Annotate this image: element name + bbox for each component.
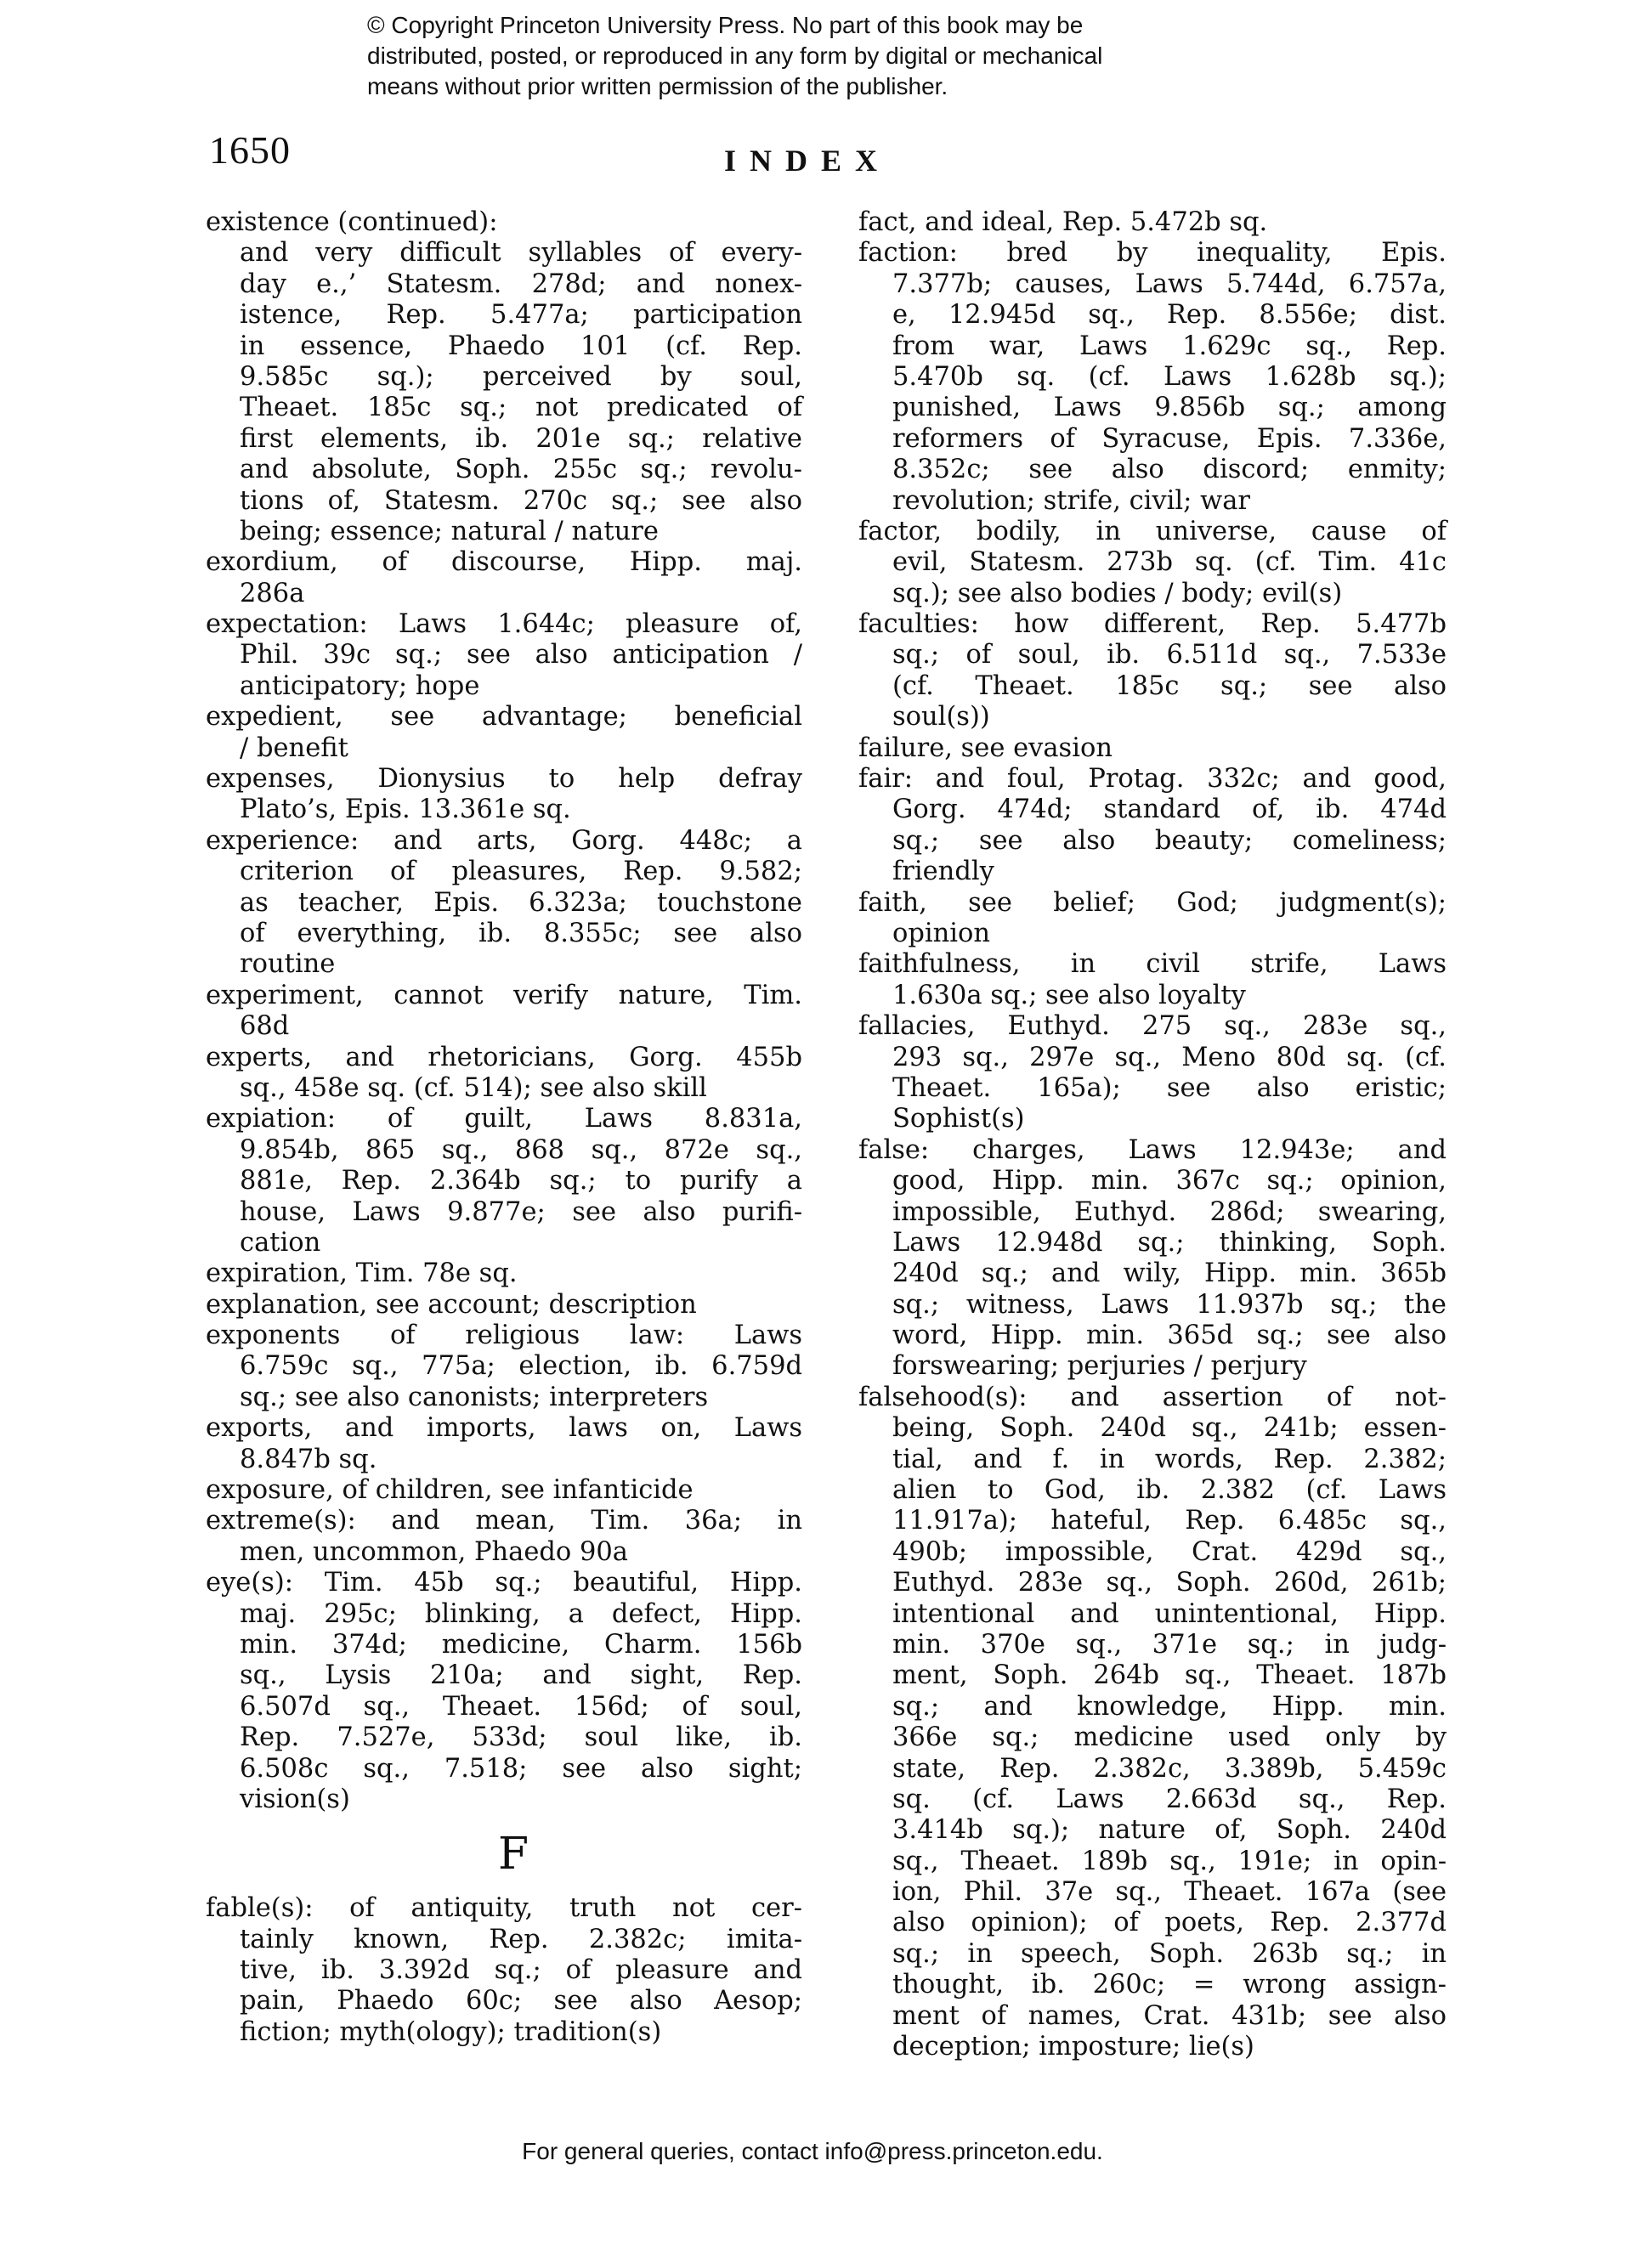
index-entry-line: 6.508c sq., 7.518; see also sight;: [240, 1753, 802, 1784]
index-entry-line: from war, Laws 1.629c sq., Rep.: [892, 331, 1447, 361]
index-entry-head: exordium, of discourse, Hipp. maj.: [206, 547, 802, 578]
index-entry-line: ion, Phil. 37e sq., Theaet. 167a (see: [892, 1877, 1447, 1908]
index-entry-line: soul(s)): [892, 702, 990, 732]
index-entry-line: Theaet. 165a); see also eristic;: [892, 1072, 1447, 1103]
index-entry-line: and absolute, Soph. 255c sq.; revolu-: [240, 455, 802, 485]
index-entry-line: Phil. 39c sq.; see also anticipation /: [240, 640, 802, 670]
index-entry-head: faction: bred by inequality, Epis.: [858, 238, 1447, 269]
index-entry-head: expectation: Laws 1.644c; pleasure of,: [206, 609, 802, 640]
index-entry-head: fable(s): of antiquity, truth not cer-: [206, 1893, 802, 1924]
index-entry-line: 7.377b; causes, Laws 5.744d, 6.757a,: [892, 269, 1447, 299]
right-column: [843, 207, 1447, 2062]
index-entry-head: faithfulness, in civil strife, Laws: [858, 949, 1447, 980]
index-entry-line: good, Hipp. min. 367c sq.; opinion,: [892, 1166, 1447, 1196]
index-entry-head: factor, bodily, in universe, cause of: [858, 516, 1447, 546]
index-entry-line: state, Rep. 2.382c, 3.389b, 5.459c: [892, 1753, 1447, 1784]
index-entry-line: 8.352c; see also discord; enmity;: [892, 455, 1447, 485]
index-entry-line: alien to God, ib. 2.382 (cf. Laws: [892, 1475, 1447, 1506]
index-entry-line: impossible, Euthyd. 286d; swearing,: [892, 1196, 1447, 1227]
index-entry-line: 6.759c sq., 775a; election, ib. 6.759d: [240, 1351, 802, 1382]
index-entry-line: 8.847b sq.: [240, 1444, 377, 1474]
index-entry-line: Laws 12.948d sq.; thinking, Soph.: [892, 1227, 1447, 1258]
index-entry-line: 3.414b sq.); nature of, Soph. 240d: [892, 1815, 1447, 1846]
index-entry-line: sq.; witness, Laws 11.937b sq.; the: [892, 1289, 1447, 1320]
index-entry-head: experience: and arts, Gorg. 448c; a: [206, 825, 802, 856]
index-entry-line: intentional and unintentional, Hipp.: [892, 1598, 1447, 1629]
index-entry-head: fair: and foul, Protag. 332c; and good,: [858, 764, 1447, 795]
index-entry-line: day e.,’ Statesm. 278d; and nonex-: [240, 269, 802, 299]
index-entry-line: Rep. 7.527e, 533d; soul like, ib.: [240, 1722, 802, 1753]
index-entry-line: 881e, Rep. 2.364b sq.; to purify a: [240, 1166, 802, 1196]
copyright-notice: [367, 10, 1200, 102]
index-entry-head: exports, and imports, laws on, Laws: [206, 1413, 802, 1444]
index-entry-head: false: charges, Laws 12.943e; and: [858, 1134, 1447, 1165]
index-entry-head: expedient, see advantage; beneficial: [206, 702, 802, 732]
index-entry-line: house, Laws 9.877e; see also purifi-: [240, 1196, 802, 1227]
index-entry-line: 68d: [240, 1011, 290, 1042]
index-entry-line: 366e sq.; medicine used only by: [892, 1722, 1447, 1753]
index-entry-head: extreme(s): and mean, Tim. 36a; in: [206, 1506, 802, 1536]
index-entry-head: eye(s): Tim. 45b sq.; beautiful, Hipp.: [206, 1568, 802, 1598]
index-entry-line: (cf. Theaet. 185c sq.; see also: [892, 670, 1447, 701]
index-entry-line: 1.630a sq.; see also loyalty: [892, 980, 1246, 1010]
index-entry-line: tial, and f. in words, Rep. 2.382;: [892, 1444, 1447, 1474]
index-entry-head: existence (continued):: [206, 207, 498, 237]
index-entry-line: sq.; see also beauty; comeliness;: [892, 825, 1447, 856]
index-entry-line: min. 374d; medicine, Charm. 156b: [240, 1629, 802, 1660]
index-entry-line: routine: [240, 949, 336, 980]
index-entry-line: 5.470b sq. (cf. Laws 1.628b sq.);: [892, 361, 1447, 392]
index-entry-line: 293 sq., 297e sq., Meno 80d sq. (cf.: [892, 1042, 1447, 1072]
index-entry-head: expenses, Dionysius to help defray: [206, 764, 802, 795]
index-entry-head: experts, and rhetoricians, Gorg. 455b: [206, 1042, 802, 1072]
index-entry-line: word, Hipp. min. 365d sq.; see also: [892, 1321, 1447, 1351]
index-entry-head: exposure, of children, see infanticide: [206, 1475, 694, 1506]
index-entry-line: being; essence; natural / nature: [240, 516, 659, 546]
index-entry-line: 6.507d sq., Theaet. 156d; of soul,: [240, 1691, 802, 1722]
index-entry-line: 240d sq.; and wily, Hipp. min. 365b: [892, 1258, 1447, 1289]
index-entry-line: sq., Theaet. 189b sq., 191e; in opin-: [892, 1846, 1447, 1876]
index-entry-line: forswearing; perjuries / perjury: [892, 1351, 1307, 1382]
index-entry-line: first elements, ib. 201e sq.; relative: [240, 423, 802, 454]
index-entry-head: faith, see belief; God; judgment(s);: [858, 887, 1447, 918]
index-entry-head: falsehood(s): and assertion of not-: [858, 1382, 1447, 1412]
index-entry-line: sq.); see also bodies / body; evil(s): [892, 578, 1343, 608]
running-head: INDEX: [723, 144, 891, 178]
index-entry-line: 286a: [240, 578, 305, 608]
index-entry-line: punished, Laws 9.856b sq.; among: [892, 393, 1447, 423]
index-entry-head: fact, and ideal, Rep. 5.472b sq.: [858, 207, 1268, 237]
index-entry-line: vision(s): [240, 1784, 350, 1814]
index-entry-line: deception; imposture; lie(s): [892, 2032, 1254, 2062]
index-entry-line: sq.; in speech, Soph. 263b sq.; in: [892, 1938, 1447, 1969]
index-entry-line: ment of names, Crat. 431b; see also: [892, 2000, 1447, 2031]
index-entry-line: ment, Soph. 264b sq., Theaet. 187b: [892, 1660, 1447, 1691]
index-entry-line: pain, Phaedo 60c; see also Aesop;: [240, 1986, 802, 2016]
index-entry-line: men, uncommon, Phaedo 90a: [240, 1536, 628, 1567]
index-entry-line: also opinion); of poets, Rep. 2.377d: [892, 1908, 1447, 1938]
index-entry-line: 490b; impossible, Crat. 429d sq.,: [892, 1536, 1447, 1567]
index-entry-head: exponents of religious law: Laws: [206, 1321, 802, 1351]
index-entry-line: opinion: [892, 918, 991, 948]
index-entry-line: friendly: [892, 857, 994, 887]
index-entry-line: Theaet. 185c sq.; not predicated of: [240, 393, 802, 423]
index-entry-line: evil, Statesm. 273b sq. (cf. Tim. 41c: [892, 547, 1447, 578]
index-entry-line: as teacher, Epis. 6.323a; touchstone: [240, 887, 802, 918]
index-entry-head: expiration, Tim. 78e sq.: [206, 1258, 518, 1289]
index-entry-line: istence, Rep. 5.477a; participation: [240, 300, 802, 331]
index-entry-head: expiation: of guilt, Laws 8.831a,: [206, 1104, 802, 1134]
index-entry-line: anticipatory; hope: [240, 670, 480, 701]
index-entry-line: being, Soph. 240d sq., 241b; essen-: [892, 1413, 1447, 1444]
index-entry-line: reformers of Syracuse, Epis. 7.336e,: [892, 423, 1447, 454]
index-entry-line: tions of, Statesm. 270c sq.; see also: [240, 485, 802, 516]
page-number: 1650: [209, 128, 291, 172]
index-entry-line: 11.917a); hateful, Rep. 6.485c sq.,: [892, 1506, 1447, 1536]
index-entry-line: revolution; strife, civil; war: [892, 485, 1250, 516]
index-entry-head: faculties: how different, Rep. 5.477b: [858, 609, 1447, 640]
copyright-line: means without prior written permission of the publisher.: [367, 73, 948, 99]
index-entry-line: tainly known, Rep. 2.382c; imita-: [240, 1924, 802, 1954]
index-entry-head: experiment, cannot verify nature, Tim.: [206, 980, 802, 1010]
index-entry-head: fallacies, Euthyd. 275 sq., 283e sq.,: [858, 1011, 1447, 1042]
index-entry-line: sq., 458e sq. (cf. 514); see also skill: [240, 1072, 707, 1103]
index-entry-line: Euthyd. 283e sq., Soph. 260d, 261b;: [892, 1568, 1447, 1598]
index-entry-line: sq. (cf. Laws 2.663d sq., Rep.: [892, 1784, 1447, 1814]
index-entry-line: sq.; see also canonists; interpreters: [240, 1382, 709, 1412]
index-entry-line: min. 370e sq., 371e sq.; in judg-: [892, 1629, 1447, 1660]
index-entry-line: Plato’s, Epis. 13.361e sq.: [240, 795, 571, 825]
index-entry-line: and very difficult syllables of every-: [240, 238, 802, 269]
index-entry-line: tive, ib. 3.392d sq.; of pleasure and: [240, 1955, 802, 1986]
index-entry-line: / benefit: [240, 732, 348, 763]
footer-contact: For general queries, contact info@press.princeton.edu.: [522, 2138, 1103, 2164]
index-entry-line: thought, ib. 260c; = wrong assign-: [892, 1970, 1447, 2000]
left-column: [190, 207, 802, 2048]
index-entry-head: failure, see evasion: [858, 732, 1113, 763]
index-entry-line: Gorg. 474d; standard of, ib. 474d: [892, 795, 1447, 825]
index-entry-line: criterion of pleasures, Rep. 9.582;: [240, 857, 802, 887]
index-entry-line: maj. 295c; blinking, a defect, Hipp.: [240, 1598, 802, 1629]
index-entry-line: Sophist(s): [892, 1104, 1025, 1134]
index-entry-head: explanation, see account; description: [206, 1289, 697, 1320]
index-entry-line: in essence, Phaedo 101 (cf. Rep.: [240, 331, 802, 361]
index-entry-line: 9.854b, 865 sq., 868 sq., 872e sq.,: [240, 1134, 802, 1165]
index-entry-line: sq.; of soul, ib. 6.511d sq., 7.533e: [892, 640, 1447, 670]
index-entry-line: sq.; and knowledge, Hipp. min.: [892, 1691, 1447, 1722]
index-entry-line: cation: [240, 1227, 321, 1258]
index-entry-line: of everything, ib. 8.355c; see also: [240, 918, 802, 948]
copyright-line: distributed, posted, or reproduced in any form by digital or mechanical: [367, 42, 1103, 69]
index-entry-line: 9.585c sq.); perceived by soul,: [240, 361, 802, 392]
section-letter: F: [497, 1829, 529, 1881]
index-entry-line: fiction; myth(ology); tradition(s): [240, 2016, 662, 2047]
copyright-line: © Copyright Princeton University Press. No part of this book may be: [367, 12, 1084, 38]
index-entry-line: sq., Lysis 210a; and sight, Rep.: [240, 1660, 802, 1691]
index-entry-line: e, 12.945d sq., Rep. 8.556e; dist.: [892, 300, 1447, 331]
